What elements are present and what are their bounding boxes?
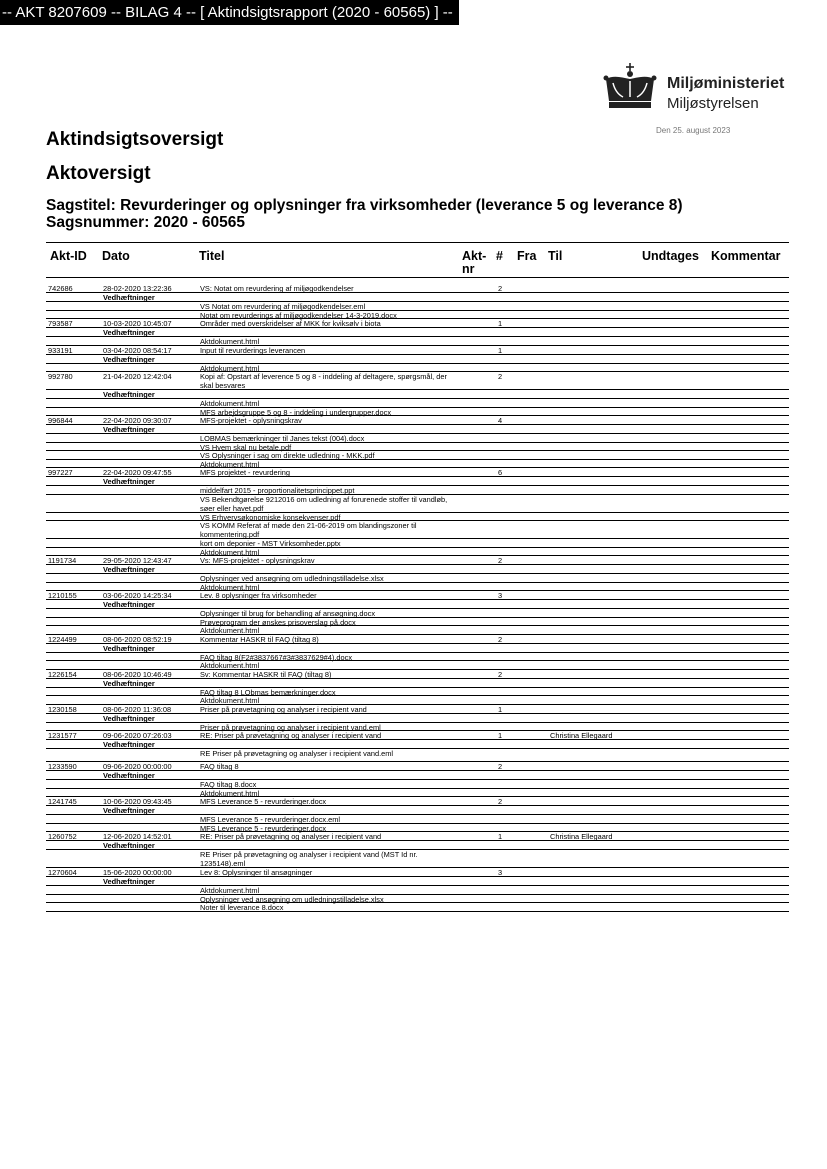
attachment-row — [46, 408, 789, 417]
attachment-row — [46, 337, 789, 346]
akt-date: 29-05-2020 12:43:47 — [103, 556, 172, 565]
attachment-row — [46, 895, 789, 904]
akt-date: 15-06-2020 00:00:00 — [103, 868, 172, 877]
attachment-title: Aktdokument.html — [200, 886, 260, 895]
akt-count: 3 — [498, 591, 503, 600]
attachment-title: Oplysninger ved ansøgning om udledningstilladelse.xlsx — [200, 574, 384, 583]
attachment-title: Oplysninger til brug for behandling af ansøgning.docx — [200, 609, 376, 618]
attachment-row — [46, 789, 789, 798]
header-bar: -- AKT 8207609 -- BILAG 4 -- [ Aktindsigtsrapport (2020 - 60565) ] -- — [0, 0, 459, 25]
attachment-row — [46, 486, 789, 495]
attachments-label-row — [46, 877, 789, 886]
attachments-label: Vedhæftninger — [103, 477, 155, 486]
attachment-row — [46, 688, 789, 697]
table-row — [46, 591, 789, 600]
attachments-label-row — [46, 679, 789, 688]
akt-count: 1 — [498, 345, 503, 355]
attachments-label: Vedhæftninger — [103, 841, 155, 850]
attachment-row — [46, 495, 789, 513]
attachment-title: Aktdokument.html — [200, 547, 260, 557]
attachment-row — [46, 434, 789, 443]
table-row — [46, 284, 789, 293]
section-title: Aktoversigt — [46, 163, 151, 184]
akt-count: 1 — [498, 319, 503, 328]
attachment-title: Aktdokument.html — [200, 337, 260, 346]
attachment-title: VS Oplysninger i sag om direkte udledning - MKK.pdf — [200, 451, 375, 460]
attachment-title: RE Priser på prøvetagning og analyser i recipient vand.eml — [200, 749, 394, 758]
acts-table — [46, 284, 789, 912]
akt-count: 3 — [498, 868, 503, 877]
attachment-row — [46, 583, 789, 592]
attachment-row — [46, 460, 789, 469]
attachments-label-row — [46, 328, 789, 337]
attachment-title: MFS Leverance 5 - revurderinger.docx — [200, 823, 327, 833]
akt-title: MFS-projektet - oplysningskrav — [200, 416, 302, 425]
akt-count: 2 — [498, 797, 503, 806]
table-row — [46, 705, 789, 714]
akt-date: 28-02-2020 13:22:36 — [103, 284, 172, 293]
attachments-label-row — [46, 714, 789, 723]
attachment-title: Priser på prøvetagning og analyser i recipient vand.eml — [200, 722, 381, 732]
attachments-label: Vedhæftninger — [103, 877, 155, 886]
attachments-label-row — [46, 565, 789, 574]
attachment-title: Aktdokument.html — [200, 661, 260, 670]
attachment-row — [46, 815, 789, 824]
attachment-title: FAQ tiltag 8 LObmas bemærkninger.docx — [200, 687, 336, 697]
akt-date: 22-04-2020 09:47:55 — [103, 468, 172, 477]
table-row — [46, 372, 789, 390]
attachment-row — [46, 364, 789, 373]
akt-count: 4 — [498, 416, 503, 425]
attachment-title: VS Notat om revurdering af miljøgodkendelser.eml — [200, 302, 366, 311]
attachments-label: Vedhæftninger — [103, 713, 155, 723]
attachment-title: VS Bekendtgørelse 9212016 om udledning af forurenede stoffer til vandløb, søer eller havet.pdf — [200, 494, 448, 513]
attachments-label-row — [46, 355, 789, 364]
attachments-label-row — [46, 477, 789, 486]
akt-count: 6 — [498, 468, 503, 477]
akt-count: 2 — [498, 284, 503, 293]
attachments-label-row — [46, 771, 789, 780]
akt-title: RE: Priser på prøvetagning og analyser i recipient vand — [200, 832, 382, 841]
akt-title: VS: Notat om revurdering af miljøgodkendelser — [200, 284, 354, 293]
attachment-row — [46, 780, 789, 789]
attachment-row — [46, 548, 789, 557]
attachment-title: RE Priser på prøvetagning og analyser i recipient vand (MST Id nr. 1235148).eml — [200, 850, 418, 868]
attachments-label: Vedhæftninger — [103, 565, 155, 574]
attachment-title: LOBMAS bemærkninger til Janes tekst (004).docx — [200, 434, 365, 443]
attachment-row — [46, 626, 789, 635]
attachment-title: FAQ tiltag 8.docx — [200, 780, 257, 789]
attachment-row — [46, 539, 789, 548]
akt-title: Kopi af: Opstart af leverence 5 og 8 - inddeling af deltagere, spørgsmål, der skal besvares — [200, 372, 447, 390]
attachments-label-row — [46, 841, 789, 850]
attachment-title: Aktdokument.html — [200, 363, 260, 373]
attachment-title: Noter til leverance 8.docx — [200, 903, 284, 912]
case-info — [46, 197, 683, 231]
akt-count: 1 — [498, 832, 503, 841]
akt-id: 1231577 — [48, 731, 77, 740]
akt-id: 1241745 — [48, 797, 77, 806]
attachments-label: Vedhæftninger — [103, 293, 155, 302]
akt-title: MFS Leverance 5 - revurderinger.docx — [200, 797, 327, 806]
akt-date: 09-06-2020 00:00:00 — [103, 762, 172, 771]
attachment-row — [46, 824, 789, 833]
table-row — [46, 635, 789, 644]
akt-count: 2 — [498, 669, 503, 679]
akt-recipient: Christina Ellegaard — [550, 832, 613, 841]
attachment-title: Oplysninger ved ansøgning om udledningstilladelse.xlsx — [200, 894, 384, 904]
akt-title: Priser på prøvetagning og analyser i recipient vand — [200, 704, 367, 714]
attachment-row — [46, 653, 789, 662]
attachments-label: Vedhæftninger — [103, 600, 155, 609]
akt-title: Sv: Kommentar HASKR til FAQ (tiltag 8) — [200, 669, 332, 679]
akt-date: 09-06-2020 07:26:03 — [103, 731, 172, 740]
case-number: Sagsnummer: 2020 - 60565 — [46, 214, 246, 231]
attachments-label: Vedhæftninger — [103, 740, 155, 749]
table-row — [46, 670, 789, 679]
akt-id: 1226154 — [48, 669, 77, 679]
attachment-row — [46, 609, 789, 618]
attachments-label: Vedhæftninger — [103, 390, 155, 399]
col-number: # — [496, 249, 503, 263]
table-row — [46, 731, 789, 740]
akt-title: FAQ tiltag 8 — [200, 762, 239, 771]
attachments-label: Vedhæftninger — [103, 643, 155, 653]
table-header — [46, 242, 789, 278]
attachments-label-row — [46, 425, 789, 434]
attachment-row — [46, 749, 789, 762]
table-row — [46, 319, 789, 328]
attachment-row — [46, 443, 789, 452]
attachment-title: VS KOMM Referat af møde den 21-06-2019 om blandingszoner til kommentering.pdf — [200, 521, 417, 539]
attachment-row — [46, 661, 789, 670]
attachment-title: FAQ tiltag 8(F2#3837667#3#3837629#4).docx — [200, 652, 353, 662]
ministry-name: Miljøministeriet — [667, 75, 785, 92]
attachment-title: VS Erhvervsøkonomiske konsekvenser.pdf — [200, 512, 341, 522]
akt-title: Områder med overskridelser af MKK for kviksølv i biota — [200, 319, 381, 328]
akt-count: 2 — [498, 372, 503, 381]
col-date: Dato — [102, 249, 130, 263]
akt-title: Lev. 8 oplysninger fra virksomheder — [200, 591, 317, 600]
table-row — [46, 868, 789, 877]
akt-date: 08-06-2020 11:36:08 — [103, 704, 172, 714]
attachment-title: MFS Leverance 5 - revurderinger.docx.eml — [200, 815, 341, 824]
attachments-label-row — [46, 600, 789, 609]
akt-count: 2 — [498, 762, 503, 771]
attachment-title: Aktdokument.html — [200, 626, 260, 635]
attachments-label: Vedhæftninger — [103, 354, 155, 364]
attachment-title: Aktdokument.html — [200, 399, 260, 408]
col-excluded: Undtages — [642, 249, 699, 263]
attachment-title: kort om deponier - MST Virksomheder.pptx — [200, 539, 341, 548]
attachment-row — [46, 886, 789, 895]
akt-title: MFS projektet - revurdering — [200, 468, 290, 477]
case-title: Sagstitel: Revurderinger og oplysninger fra virksomheder (leverance 5 og leverance 8) — [46, 197, 683, 214]
col-comment: Kommentar — [711, 249, 781, 263]
attachment-title: VS Hvem skal nu betale.pdf — [200, 442, 292, 452]
ministry-logo — [601, 63, 801, 118]
akt-title: Vs: MFS-projektet - oplysningskrav — [200, 556, 315, 565]
akt-id: 1270604 — [48, 868, 77, 877]
table-row — [46, 832, 789, 841]
attachment-row — [46, 521, 789, 539]
attachment-title: Aktdokument.html — [200, 459, 260, 469]
attachment-row — [46, 451, 789, 460]
table-row — [46, 346, 789, 355]
akt-count: 1 — [498, 731, 503, 740]
attachments-label-row — [46, 740, 789, 749]
akt-id: 1230158 — [48, 704, 77, 714]
attachments-label: Vedhæftninger — [103, 328, 155, 337]
akt-date: 10-03-2020 10:45:07 — [103, 319, 172, 328]
attachment-title: Aktdokument.html — [200, 582, 260, 592]
table-row — [46, 416, 789, 425]
akt-title: Lev 8: Oplysninger til ansøgninger — [200, 868, 313, 877]
akt-id: 1224499 — [48, 634, 77, 644]
akt-date: 03-04-2020 08:54:17 — [103, 345, 172, 355]
attachments-label: Vedhæftninger — [103, 678, 155, 688]
attachment-title: Notat om revurderings af miljøgodkendelser 14-3-2019.docx — [200, 310, 397, 320]
attachments-label-row — [46, 644, 789, 653]
akt-title: Input til revurderings leverancen — [200, 345, 306, 355]
attachment-title: MFS arbejdsgruppe 5 og 8 - inddeling i undergrupper.docx — [200, 407, 392, 417]
akt-date: 08-06-2020 10:46:49 — [103, 669, 172, 679]
attachments-label-row — [46, 293, 789, 302]
akt-count: 2 — [498, 634, 503, 644]
attachment-title: Prøveprogram der ønskes prisoverslag på.docx — [200, 617, 356, 627]
attachment-row — [46, 574, 789, 583]
akt-id: 1210155 — [48, 591, 77, 600]
akt-id: 997227 — [48, 468, 73, 477]
akt-recipient: Christina Ellegaard — [550, 731, 613, 740]
attachment-row — [46, 513, 789, 522]
table-row — [46, 468, 789, 477]
akt-date: 10-06-2020 09:43:45 — [103, 797, 172, 806]
attachment-row — [46, 302, 789, 311]
col-from: Fra — [517, 249, 537, 263]
attachments-label: Vedhæftninger — [103, 425, 155, 434]
akt-title: RE: Priser på prøvetagning og analyser i recipient vand — [200, 731, 382, 740]
page-title: Aktindsigtsoversigt — [46, 129, 224, 150]
akt-id: 742686 — [48, 284, 73, 293]
attachment-row — [46, 311, 789, 320]
akt-id: 996844 — [48, 416, 73, 425]
akt-id: 1191734 — [48, 556, 77, 565]
table-row — [46, 556, 789, 565]
attachments-label: Vedhæftninger — [103, 806, 155, 815]
akt-id: 933191 — [48, 345, 73, 355]
col-title: Titel — [199, 249, 225, 263]
akt-id: 793587 — [48, 319, 73, 328]
report-date: Den 25. august 2023 — [656, 126, 731, 135]
attachment-title: Aktdokument.html — [200, 788, 260, 798]
col-akt-id: Akt-ID — [50, 249, 87, 263]
attachment-row — [46, 850, 789, 868]
attachments-label: Vedhæftninger — [103, 771, 155, 780]
akt-date: 22-04-2020 09:30:07 — [103, 416, 172, 425]
akt-count: 1 — [498, 704, 503, 714]
akt-title: Kommentar HASKR til FAQ (tiltag 8) — [200, 634, 319, 644]
attachment-row — [46, 618, 789, 627]
akt-id: 992780 — [48, 372, 73, 381]
col-akt-nr: Akt-nr — [462, 249, 487, 276]
akt-id: 1233590 — [48, 762, 77, 771]
agency-name: Miljøstyrelsen — [667, 95, 759, 112]
attachment-row — [46, 399, 789, 408]
attachment-row — [46, 723, 789, 732]
attachment-title: Aktdokument.html — [200, 696, 260, 705]
akt-date: 08-06-2020 08:52:19 — [103, 634, 172, 644]
col-to: Til — [548, 249, 563, 263]
attachments-label-row — [46, 390, 789, 399]
table-row — [46, 762, 789, 771]
akt-date: 21-04-2020 12:42:04 — [103, 372, 172, 381]
crown-icon — [601, 63, 659, 111]
attachments-label-row — [46, 806, 789, 815]
akt-count: 2 — [498, 556, 503, 565]
attachment-row — [46, 696, 789, 705]
akt-id: 1260752 — [48, 832, 77, 841]
attachment-title: middelfart 2015 - proportionalitetsprincippet.ppt — [200, 486, 355, 495]
attachment-row — [46, 903, 789, 912]
akt-date: 12-06-2020 14:52:01 — [103, 832, 172, 841]
table-row — [46, 797, 789, 806]
akt-date: 03-06-2020 14:25:34 — [103, 591, 172, 600]
